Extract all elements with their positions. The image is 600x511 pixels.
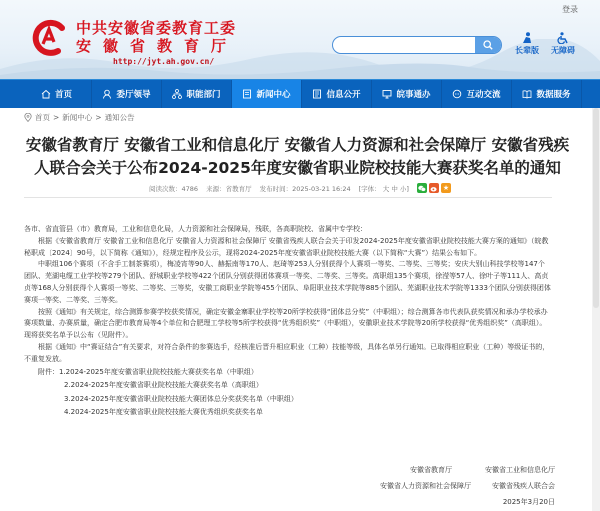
page-scrollbar[interactable] [592, 108, 600, 511]
elder-icon [521, 32, 533, 44]
search-button[interactable] [475, 37, 501, 53]
elder-mode-button[interactable] [512, 32, 542, 56]
breadcrumb [24, 112, 135, 123]
salutation: 各市、省直管县（市）教育局，工业和信息化局，人力资源和社会保障局，残联，各高职院校、省属中专学校： [24, 225, 367, 233]
doc-icon [312, 89, 322, 99]
font-medium-button[interactable]: 中 [391, 184, 398, 193]
article-meta [0, 183, 600, 193]
home-icon [41, 89, 51, 99]
article-body [24, 224, 551, 420]
view-count: 阅读次数：4786 [149, 184, 199, 193]
paragraph: 按照《通知》有关规定，综合测算参赛学校获奖情况，确定安徽金寨职业学校等20所学校获得“团体总分奖”（中职组）；综合测算各市代表队获奖情况和承办学校承办赛项数量、办赛质量，确定合肥市教育局等4个单位和合肥理工学校等5所学校获得“优秀组织奖”（中职组），安徽职业技术学院等20所学校获得“优秀组织奖”（高职组）。现将获奖名单予以公布（见附件）。 [24, 307, 548, 340]
signature-industry: 安徽省工业和信息化厅 [485, 466, 555, 474]
site-logo-icon[interactable] [32, 18, 66, 56]
paragraph: 根据《通知》中“赛证结合”有关要求，对符合条件的参赛选手，经核准后晋升相应职业（工种）技能等级，具体名单另行通知。已取得相应职业（工种）等级证书的，不重复发放。 [24, 342, 550, 363]
attachment-item[interactable]: 2.2024-2025年度安徽省职业院校技能大赛获奖名单（高职组） [64, 381, 263, 390]
attachment-item[interactable]: 4.2024-2025年度安徽省职业院校技能大赛优秀组织奖获奖名单 [64, 408, 263, 417]
wechat-share-icon[interactable] [417, 183, 427, 193]
login-link[interactable]: 登录 [562, 5, 578, 14]
nav-item-info-public[interactable]: 信息公开 [302, 80, 372, 108]
search-box [332, 36, 502, 54]
title-divider [24, 197, 552, 198]
signatures [380, 462, 555, 510]
news-icon [242, 89, 252, 99]
nav-item-services[interactable]: 皖事通办 [372, 80, 442, 108]
nav-item-departments[interactable]: 职能部门 [162, 80, 232, 108]
font-size-switcher: [字体： 大 中 小] [358, 184, 409, 193]
paragraph: 中职组106个赛项（不含手工制茶赛项），梅凌宵等90人、赫振南等170人、赵琦等253人分别获得个人赛项一等奖、二等奖、三等奖；安庆大别山科技学校等147个团队、芜湖电缆工业学校等279个团队、舒城职业学校等422个团队分别获得团体赛项一等奖、二等奖、三等奖。高职组135个赛项，徐滢等57人、徐叶子等111人、高贞贞等168人分别获得个人赛项一等奖、二等奖、三等奖，安徽工商职业学院等455个团队、阜阳职业技术学院等885个团队、芜湖职业技术学院等1333个团队分别获得团体赛项一等奖、二等奖、三等奖。 [24, 260, 551, 304]
article-source: 来源：省教育厅 [206, 184, 252, 193]
search-icon [483, 40, 493, 50]
monitor-icon [382, 89, 392, 99]
signature-hr: 安徽省人力资源和社会保障厅 [380, 482, 471, 490]
weibo-share-icon[interactable] [429, 183, 439, 193]
book-icon [522, 89, 532, 99]
font-large-button[interactable]: 大 [382, 184, 390, 193]
attachment-item[interactable]: 3.2024-2025年度安徽省职业院校技能大赛团体总分奖获奖名单（中职组） [64, 394, 298, 403]
site-url: http://jyt.ah.gov.cn/ [113, 57, 215, 66]
breadcrumb-separator: > [95, 113, 102, 122]
font-small-button[interactable]: 小] [399, 184, 409, 193]
site-header [0, 0, 600, 79]
accessibility-button[interactable] [548, 32, 578, 56]
site-title-line2: 安徽省教育厅 [76, 37, 239, 55]
nav-item-leaders[interactable]: 委厅领导 [92, 80, 162, 108]
signature-disabled: 安徽省残疾人联合会 [492, 482, 555, 490]
signature-edu: 安徽省教育厅 [410, 466, 452, 474]
breadcrumb-home[interactable]: 首页 [35, 113, 50, 122]
site-title-line1: 中共安徽省委教育工委 [76, 19, 237, 37]
favorite-star-icon[interactable]: ★ [442, 184, 450, 192]
breadcrumb-separator: > [53, 113, 60, 122]
nav-item-news[interactable]: 新闻中心 [232, 80, 302, 108]
attachments [24, 366, 551, 420]
elder-mode-label: 长辈版 [515, 46, 539, 55]
accessibility-label: 无障碍 [551, 46, 575, 55]
search-input[interactable] [333, 42, 473, 55]
nav-item-interaction[interactable]: 互动交流 [442, 80, 512, 108]
org-icon [172, 89, 182, 99]
chat-icon [452, 89, 462, 99]
user-icon [102, 89, 112, 99]
main-nav [0, 79, 600, 108]
signature-date: 2025年3月20日 [502, 498, 555, 506]
attachment-item[interactable]: 附件：1.2024-2025年度安徽省职业院校技能大赛获奖名单（中职组） [38, 367, 258, 376]
breadcrumb-notice[interactable]: 通知公告 [104, 113, 135, 122]
share-buttons [417, 183, 451, 193]
location-icon [24, 113, 32, 122]
scrollbar-thumb[interactable] [593, 108, 599, 308]
article-title: 安徽省教育厅 安徽省工业和信息化厅 安徽省人力资源和社会保障厅 安徽省残疾人联合会关于公布2024-2025年度安徽省职业院校技能大赛获奖名单的通知 [25, 136, 570, 177]
paragraph: 根据《安徽省教育厅 安徽省工业和信息化厅 安徽省人力资源和社会保障厅 安徽省残疾人联合会关于印发2024-2025年度安徽省职业院校技能大赛方案的通知》（皖教秘职成〔2024〕90号，以下简称《通知》），经规定程序及公示，现将2024-2025年度安徽省职业院校技能大赛（以下简称“大赛”）结果公布如下。 [24, 236, 549, 257]
breadcrumb-news[interactable]: 新闻中心 [62, 113, 93, 122]
publish-time: 发布时间：2025-03-21 16:24 [259, 184, 351, 193]
nav-item-data[interactable]: 数据服务 [512, 80, 582, 108]
accessibility-icon [557, 32, 569, 44]
nav-item-home[interactable]: 首页 [22, 80, 92, 108]
